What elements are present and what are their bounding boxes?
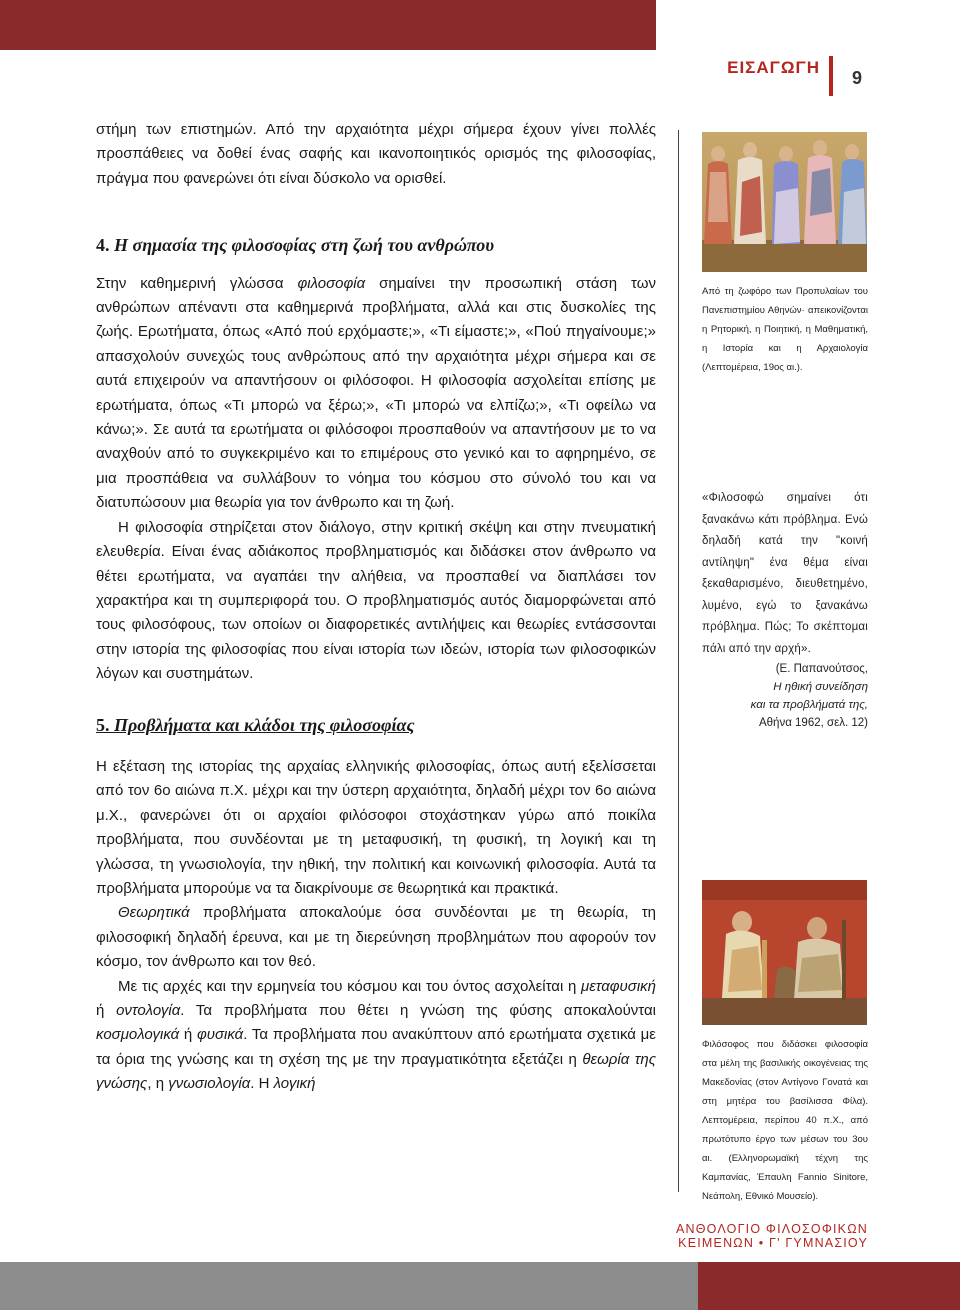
main-column bbox=[96, 118, 656, 1097]
section-5-paragraph-1: Η εξέταση της ιστορίας της αρχαίας ελληνικής φιλοσοφίας, όπως αυτή εξελίσσεται από τον 6ο αιώνα π.Χ. μέχρι και την ύστερη αρχαιότητα, δηλαδή μέχρι τον 6ο αιώνα μ.Χ., φανερώνει ότι οι αρχαίοι φιλόσοφοι στοχάστηκαν γύρω από ποικίλα προβλήματα, που συνδέονται με τη μεταφυσική, τη φυσική, τη λογική και τη γλώσσα, τη γνωσιολογία, την ηθική, την πολιτική και κοινωνική φιλοσοφία. Αυτά τα προβλήματα μπορούμε να τα διακρίνουμε σε θεωρητικά και πρακτικά. bbox=[96, 757, 656, 897]
section-5-paragraph-2: Θεωρητικά προβλήματα αποκαλούμε όσα συνδέονται με τη θεωρία, τη φιλοσοφική δηλαδή έρευνα, και με τη διερεύνηση προβλημάτων που αφορούν τον κόσμο, τον άνθρωπο και τον θεό. bbox=[96, 904, 656, 971]
section-title: ΕΙΣΑΓΩΓΗ bbox=[727, 58, 820, 77]
header-divider bbox=[829, 56, 833, 96]
section-4-paragraph-1: Στην καθημερινή γλώσσα φιλοσοφία σημαίνει την προσωπική στάση των ανθρώπων απέναντι στα καθημερινά προβλήματα, αλλά και στις δυσκολίες της ζωής. Ερωτήματα, όπως «Από πού ερχόμαστε;», «Τι είμαστε;», «Πού πηγαίνουμε;» απασχολούν συνεχώς τους ανθρώπους από την αρχαιότητα μέχρι σήμερα και σε αυτά επιχειρούν να απαντήσουν οι φιλόσοφοι. Η φιλοσοφία ασχολείται επίσης με ερωτήματα, όπως «Τι μπορώ να ξέρω;», «Τι μπορώ να ελπίζω;», «Τι οφείλω να κάνω;». Σε αυτά τα ερωτήματα οι φιλόσοφοι προσπαθούν να απαντήσουν με το να αναχθούν από το συγκεκριμένο και το επιμέρους στο γενικό και το αφηρημένο, σε μια προσπάθεια να συλλάβουν το νόημα του κόσμου στο σύνολό του και να διατυπώσουν μια θεωρία για τον άνθρωπο και τη ζωή. bbox=[96, 274, 656, 512]
quote-source-publication: Αθήνα 1962, σελ. 12) bbox=[758, 717, 868, 729]
philosopher-fresco-image bbox=[702, 880, 867, 1025]
section-5-paragraph-3: Με τις αρχές και την ερμηνεία του κόσμου και του όντος ασχολείται η μεταφυσική ή οντολογία. Τα προβλήματα που θέτει η γνώση της φύσης αποκαλούνται κοσμολογικά ή φυσικά. Τα προβλήματα που ανακύπτουν από ερωτήματα σχετικά με τα όρια της γνώσης και τη σχέση της με την πραγματικότητα εξετάζει η θεωρία της γνώσης, η γνωσιολογία. Η λογική bbox=[96, 977, 656, 1093]
quote-source-title-cont: και τα προβλήματά της, bbox=[750, 699, 868, 711]
section-4-number: 4. bbox=[96, 235, 110, 256]
fresco-caption: Φιλόσοφος που διδάσκει φιλοσοφία στα μέλη της βασιλικής οικογένειας της Μακεδονίας (στον Αντίγονο Γονατά και στη μητέρα του βασίλισσα Φίλα). Λεπτομέρεια, περίπου 40 π.Χ., από πρωτότυπο έργο των μέσων του 3ου αι. (Ελληνορωμαϊκή τέχνη της Καμπανίας, Έπαυλη Fannio Sinitore, Νεάπολη, Εθνικό Μουσείο). bbox=[702, 1039, 868, 1202]
top-banner bbox=[0, 0, 656, 50]
section-5-heading bbox=[96, 713, 656, 737]
section-5-number: 5. bbox=[96, 714, 110, 735]
frieze-caption: Από τη ζωφόρο των Προπυλαίων του Πανεπιστημίου Αθηνών· απεικονίζονται η Ρητορική, η Ποιητική, η Μαθηματική, η Ιστορία και η Αρχαιολογία (Λεπτομέρεια, 19ος αι.). bbox=[702, 286, 868, 373]
intro-paragraph: στήμη των επιστημών. Από την αρχαιότητα μέχρι σήμερα έχουν γίνει πολλές προσπάθειες να δοθεί ένας σαφής και ικανοποιητικός ορισμός της φιλοσοφίας, πράγμα που φανερώνει ότι είναι δύσκολο να ορισθεί. bbox=[96, 121, 656, 187]
sidebar-quote: «Φιλοσοφώ σημαίνει ότι ξανακάνω κάτι πρόβλημα. Ενώ δηλαδή κατά την "κοινή αντίληψη" ένα θέμα είναι ξεκαθαρισμένο, διευθετημένο, λυμένο, εγώ το ξανακάνω πρόβλημα. Πώς; Το σκέπτομαι πάλι από την αρχή». bbox=[702, 492, 868, 655]
section-4-paragraph-2: Η φιλοσοφία στηρίζεται στον διάλογο, στην κριτική σκέψη και στην πνευματική ελευθερία. Είναι ένας αδιάκοπος προβληματισμός και διδάσκει στον άνθρωπο να θέτει ερωτήματα, να αγαπάει την αλήθεια, να προσπαθεί να διαπλάσει τον χαρακτήρα και τη συμπεριφορά του. Ο προβληματισμός αυτός διαμορφώνεται από τους φιλοσόφους, των οποίων οι διαφορετικές αντιλήψεις και θεωρίες εντάσσονται στην ιστορία της φιλοσοφίας που είναι ιστορία των ιδεών, ιστορία των φιλοσοφικών λόγων και συστημάτων. bbox=[96, 518, 656, 683]
bottom-banner-accent bbox=[698, 1262, 960, 1310]
muses-frieze-image bbox=[702, 132, 867, 272]
footer-book-title: ΑΝΘΟΛΟΓΙΟ ΦΙΛΟΣΟΦΙΚΩΝ ΚΕΙΜΕΝΩΝ • Γ' ΓΥΜΝΑΣΙΟΥ bbox=[675, 1222, 868, 1250]
quote-source bbox=[702, 660, 868, 732]
section-5-title: Προβλήματα και κλάδοι της φιλοσοφίας bbox=[114, 714, 415, 735]
page-number: 9 bbox=[852, 68, 863, 88]
section-4-title: Η σημασία της φιλοσοφίας στη ζωή του ανθρώπου bbox=[114, 235, 495, 256]
column-divider bbox=[678, 130, 679, 1192]
quote-source-author: (Ε. Παπανούτσος, bbox=[775, 663, 868, 675]
quote-source-title: Η ηθική συνείδηση bbox=[773, 681, 868, 693]
section-4-heading bbox=[96, 233, 656, 257]
